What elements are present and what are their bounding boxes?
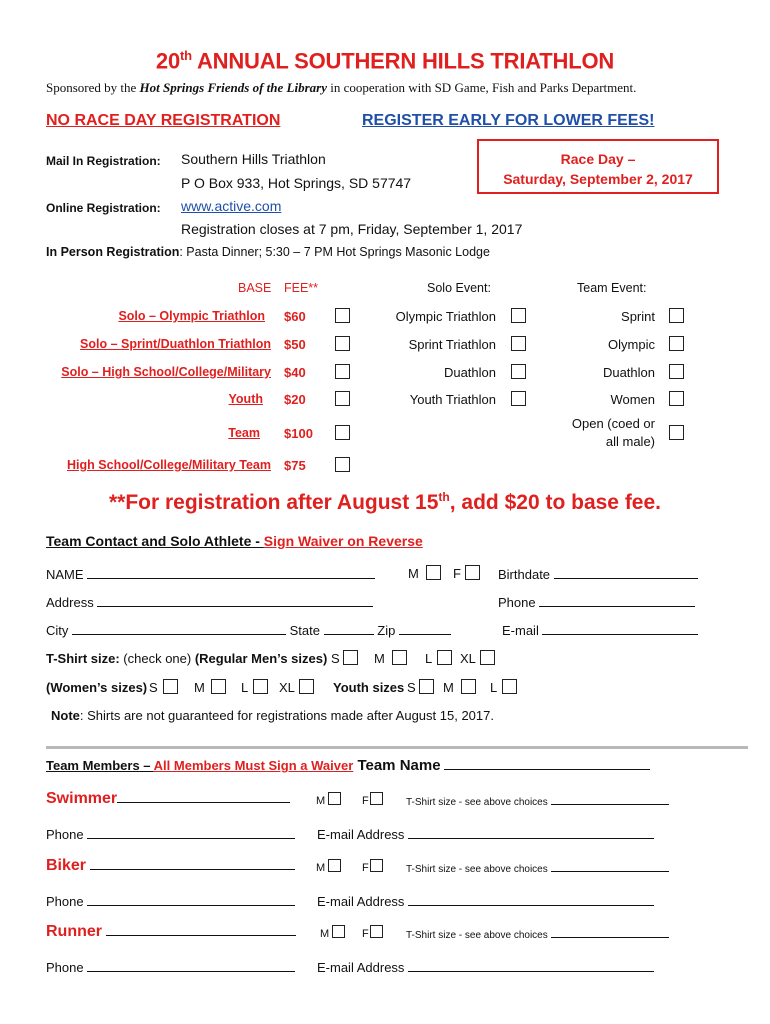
address-field[interactable] xyxy=(46,594,373,610)
team-event-4a: Open (coed or xyxy=(571,416,655,431)
late-fee-note xyxy=(0,490,770,515)
swimmer-row[interactable] xyxy=(46,790,290,808)
fee-amount-0: $60 xyxy=(284,309,306,324)
in-person-line xyxy=(46,245,490,259)
youth-label: Youth sizes xyxy=(333,680,405,695)
mail-line1: Southern Hills Triathlon xyxy=(181,151,326,167)
team-event-1: Olympic xyxy=(608,337,655,352)
team-checkbox-0[interactable] xyxy=(669,308,684,323)
runner-email-label: E-mail Address xyxy=(317,960,405,975)
runner-m-checkbox[interactable] xyxy=(332,925,345,938)
youth-s-label: S xyxy=(407,680,416,695)
mens-m-label: M xyxy=(374,651,385,666)
title-text: ANNUAL SOUTHERN HILLS TRIATHLON xyxy=(196,48,615,74)
birthdate-field[interactable] xyxy=(498,566,698,582)
womens-s-checkbox[interactable] xyxy=(163,679,178,694)
state-line[interactable] xyxy=(324,622,374,635)
phone-label: Phone xyxy=(498,595,536,610)
name-line[interactable] xyxy=(87,566,375,579)
swimmer-email[interactable] xyxy=(317,826,654,842)
register-early-heading: REGISTER EARLY FOR LOWER FEES! xyxy=(362,112,655,129)
womens-m-label: M xyxy=(194,680,205,695)
fee-label-4: Team xyxy=(228,426,260,440)
fee-amount-1: $50 xyxy=(284,337,306,352)
mens-s-checkbox[interactable] xyxy=(343,650,358,665)
contact-heading-text: Team Contact and Solo Athlete - xyxy=(46,533,264,549)
biker-line[interactable] xyxy=(90,857,295,870)
youth-l-checkbox[interactable] xyxy=(502,679,517,694)
biker-phone[interactable] xyxy=(46,893,295,909)
city-field[interactable] xyxy=(46,622,451,638)
fee-amount-5: $75 xyxy=(284,458,306,473)
race-day-box xyxy=(477,139,719,194)
team-name-line[interactable] xyxy=(444,757,650,770)
youth-m-checkbox[interactable] xyxy=(461,679,476,694)
swimmer-email-line[interactable] xyxy=(408,826,654,839)
biker-tshirt-label: T-Shirt size - see above choices xyxy=(406,864,548,875)
late-note-pre: **For registration after August 15 xyxy=(108,491,439,514)
runner-phone-label: Phone xyxy=(46,960,84,975)
swimmer-tshirt[interactable] xyxy=(406,795,669,808)
womens-xl-label: XL xyxy=(279,680,295,695)
fee-amount-3: $20 xyxy=(284,392,306,407)
mens-xl-label: XL xyxy=(460,651,476,666)
fee-label-5: High School/College/Military Team xyxy=(67,458,271,472)
womens-m-checkbox[interactable] xyxy=(211,679,226,694)
biker-label: Biker xyxy=(46,857,87,874)
note-label: Note xyxy=(51,708,80,723)
solo-event-3: Youth Triathlon xyxy=(409,392,496,407)
tshirt-mens-row xyxy=(46,651,327,666)
shirt-note xyxy=(51,708,494,723)
fee-label-3: Youth xyxy=(228,392,263,406)
mens-xl-checkbox[interactable] xyxy=(480,650,495,665)
sponsor-name: Hot Springs Friends of the Library xyxy=(139,80,327,95)
mail-label: Mail In Registration: xyxy=(46,154,161,168)
title-sup: th xyxy=(180,48,192,63)
biker-phone-line[interactable] xyxy=(87,893,295,906)
solo-checkbox-1[interactable] xyxy=(511,336,526,351)
contact-heading xyxy=(46,533,423,549)
runner-f-label: F xyxy=(362,928,369,940)
city-label: City xyxy=(46,623,69,638)
biker-tshirt-line[interactable] xyxy=(551,862,669,872)
tshirt-label: T-Shirt size: xyxy=(46,651,120,666)
solo-event-1: Sprint Triathlon xyxy=(408,337,496,352)
birthdate-line[interactable] xyxy=(554,566,698,579)
team-event-4b: all male) xyxy=(605,434,655,449)
team-event-2: Duathlon xyxy=(602,365,655,380)
runner-line[interactable] xyxy=(106,923,296,936)
city-line[interactable] xyxy=(72,622,286,635)
gender-m-checkbox[interactable] xyxy=(426,565,441,580)
in-person-label: In Person Registration xyxy=(46,245,180,259)
late-note-post: , add $20 to base fee. xyxy=(449,491,662,514)
swimmer-phone[interactable] xyxy=(46,826,295,842)
womens-xl-checkbox[interactable] xyxy=(299,679,314,694)
fee-amount-2: $40 xyxy=(284,365,306,380)
mens-l-checkbox[interactable] xyxy=(437,650,452,665)
team-heading-text: Team Members – xyxy=(46,758,154,773)
biker-tshirt[interactable] xyxy=(406,862,669,875)
solo-event-0: Olympic Triathlon xyxy=(395,309,496,324)
biker-f-label: F xyxy=(362,862,369,874)
biker-email[interactable] xyxy=(317,893,654,909)
mens-l-label: L xyxy=(425,651,433,666)
section-divider xyxy=(46,746,748,749)
runner-email-line[interactable] xyxy=(408,959,654,972)
swimmer-m-label: M xyxy=(316,795,326,807)
runner-row[interactable] xyxy=(46,923,296,941)
gender-m xyxy=(408,566,419,581)
fee-amount-4: $100 xyxy=(284,426,313,441)
runner-tshirt-line[interactable] xyxy=(551,928,669,938)
name-label: NAME xyxy=(46,567,84,582)
team-checkbox-3[interactable] xyxy=(669,391,684,406)
team-waiver-link[interactable]: All Members Must Sign a Waiver xyxy=(153,758,354,773)
youth-m-label: M xyxy=(443,680,454,695)
phone-line[interactable] xyxy=(539,594,695,607)
sponsor-post: in cooperation with SD Game, Fish and Parks Department. xyxy=(326,80,637,95)
team-checkbox-1[interactable] xyxy=(669,336,684,351)
youth-s-checkbox[interactable] xyxy=(419,679,434,694)
swimmer-label: Swimmer xyxy=(46,790,118,807)
solo-checkbox-0[interactable] xyxy=(511,308,526,323)
biker-m-checkbox[interactable] xyxy=(328,859,341,872)
mens-label: (Regular Men’s sizes) xyxy=(194,651,328,666)
tshirt-check: (check one) xyxy=(119,651,195,666)
in-person-text: : Pasta Dinner; 5:30 – 7 PM Hot Springs Masonic Lodge xyxy=(179,245,490,259)
zip-label: Zip xyxy=(377,623,396,638)
state-label: State xyxy=(289,623,320,638)
runner-m-label: M xyxy=(320,928,330,940)
swimmer-email-label: E-mail Address xyxy=(317,827,405,842)
zip-line[interactable] xyxy=(399,622,451,635)
runner-tshirt[interactable] xyxy=(406,928,669,941)
fee-label-0: Solo – Olympic Triathlon xyxy=(118,309,265,323)
swimmer-phone-line[interactable] xyxy=(87,826,295,839)
title-number: 20 xyxy=(155,48,180,74)
mens-s-label: S xyxy=(331,651,340,666)
team-name-label: Team Name xyxy=(353,757,441,774)
solo-event-2: Duathlon xyxy=(443,365,496,380)
swimmer-phone-label: Phone xyxy=(46,827,84,842)
no-race-day-heading: NO RACE DAY REGISTRATION xyxy=(46,112,281,129)
fee-checkbox-4[interactable] xyxy=(335,425,350,440)
online-label: Online Registration: xyxy=(46,201,161,215)
biker-phone-label: Phone xyxy=(46,894,84,909)
biker-row[interactable] xyxy=(46,857,295,875)
runner-f-checkbox[interactable] xyxy=(370,925,383,938)
runner-phone-line[interactable] xyxy=(87,959,295,972)
team-checkbox-4[interactable] xyxy=(669,425,684,440)
womens-label: (Women’s sizes) xyxy=(46,680,148,695)
name-field[interactable] xyxy=(46,566,375,582)
gender-f-checkbox[interactable] xyxy=(465,565,480,580)
fee-checkbox-5[interactable] xyxy=(335,457,350,472)
swimmer-f-checkbox[interactable] xyxy=(370,792,383,805)
mens-m-checkbox[interactable] xyxy=(392,650,407,665)
biker-f-checkbox[interactable] xyxy=(370,859,383,872)
womens-l-checkbox[interactable] xyxy=(253,679,268,694)
contact-waiver-link[interactable]: Sign Waiver on Reverse xyxy=(263,533,423,549)
team-checkbox-2[interactable] xyxy=(669,364,684,379)
team-event-0: Sprint xyxy=(621,309,655,324)
solo-header: Solo Event: xyxy=(427,281,491,295)
team-event-3: Women xyxy=(610,392,655,407)
solo-checkbox-3[interactable] xyxy=(511,391,526,406)
base-header: BASE xyxy=(238,281,272,295)
race-day-date: Saturday, September 2, 2017 xyxy=(503,171,693,187)
sponsor-pre: Sponsored by the xyxy=(46,80,140,95)
swimmer-f-label: F xyxy=(362,795,369,807)
mail-line2: P O Box 933, Hot Springs, SD 57747 xyxy=(181,175,412,191)
email-field[interactable] xyxy=(502,622,698,638)
address-line[interactable] xyxy=(97,594,373,607)
gender-m-label: M xyxy=(408,566,419,581)
runner-phone[interactable] xyxy=(46,959,295,975)
team-header: Team Event: xyxy=(577,281,647,295)
runner-tshirt-label: T-Shirt size - see above choices xyxy=(406,930,548,941)
fee-label-2: Solo – High School/College/Military xyxy=(61,365,271,379)
note-text: : Shirts are not guaranteed for registrations made after August 15, 2017. xyxy=(79,708,494,723)
address-label: Address xyxy=(46,595,94,610)
birthdate-label: Birthdate xyxy=(498,567,551,582)
biker-m-label: M xyxy=(316,862,326,874)
swimmer-line[interactable] xyxy=(117,790,290,803)
biker-email-line[interactable] xyxy=(408,893,654,906)
solo-checkbox-2[interactable] xyxy=(511,364,526,379)
closes-text: Registration closes at 7 pm, Friday, September 1, 2017 xyxy=(181,221,523,237)
womens-l-label: L xyxy=(241,680,249,695)
swimmer-tshirt-line[interactable] xyxy=(551,795,669,805)
fee-header: FEE** xyxy=(284,281,319,295)
womens-s-label: S xyxy=(149,680,158,695)
runner-email[interactable] xyxy=(317,959,654,975)
runner-label: Runner xyxy=(46,923,102,940)
swimmer-tshirt-label: T-Shirt size - see above choices xyxy=(406,797,548,808)
gender-f-label: F xyxy=(453,566,461,581)
biker-email-label: E-mail Address xyxy=(317,894,405,909)
phone-field[interactable] xyxy=(498,594,695,610)
late-note-sup: th xyxy=(438,490,450,504)
race-day-label: Race Day – xyxy=(560,151,636,167)
sponsor-line xyxy=(46,80,636,96)
gender-f xyxy=(453,566,461,581)
team-heading xyxy=(46,757,650,774)
swimmer-m-checkbox[interactable] xyxy=(328,792,341,805)
email-label: E-mail xyxy=(502,623,539,638)
page-title xyxy=(0,48,770,74)
email-line[interactable] xyxy=(542,622,698,635)
fee-label-1: Solo – Sprint/Duathlon Triathlon xyxy=(80,337,271,351)
online-link[interactable]: www.active.com xyxy=(181,198,282,214)
youth-l-label: L xyxy=(490,680,498,695)
